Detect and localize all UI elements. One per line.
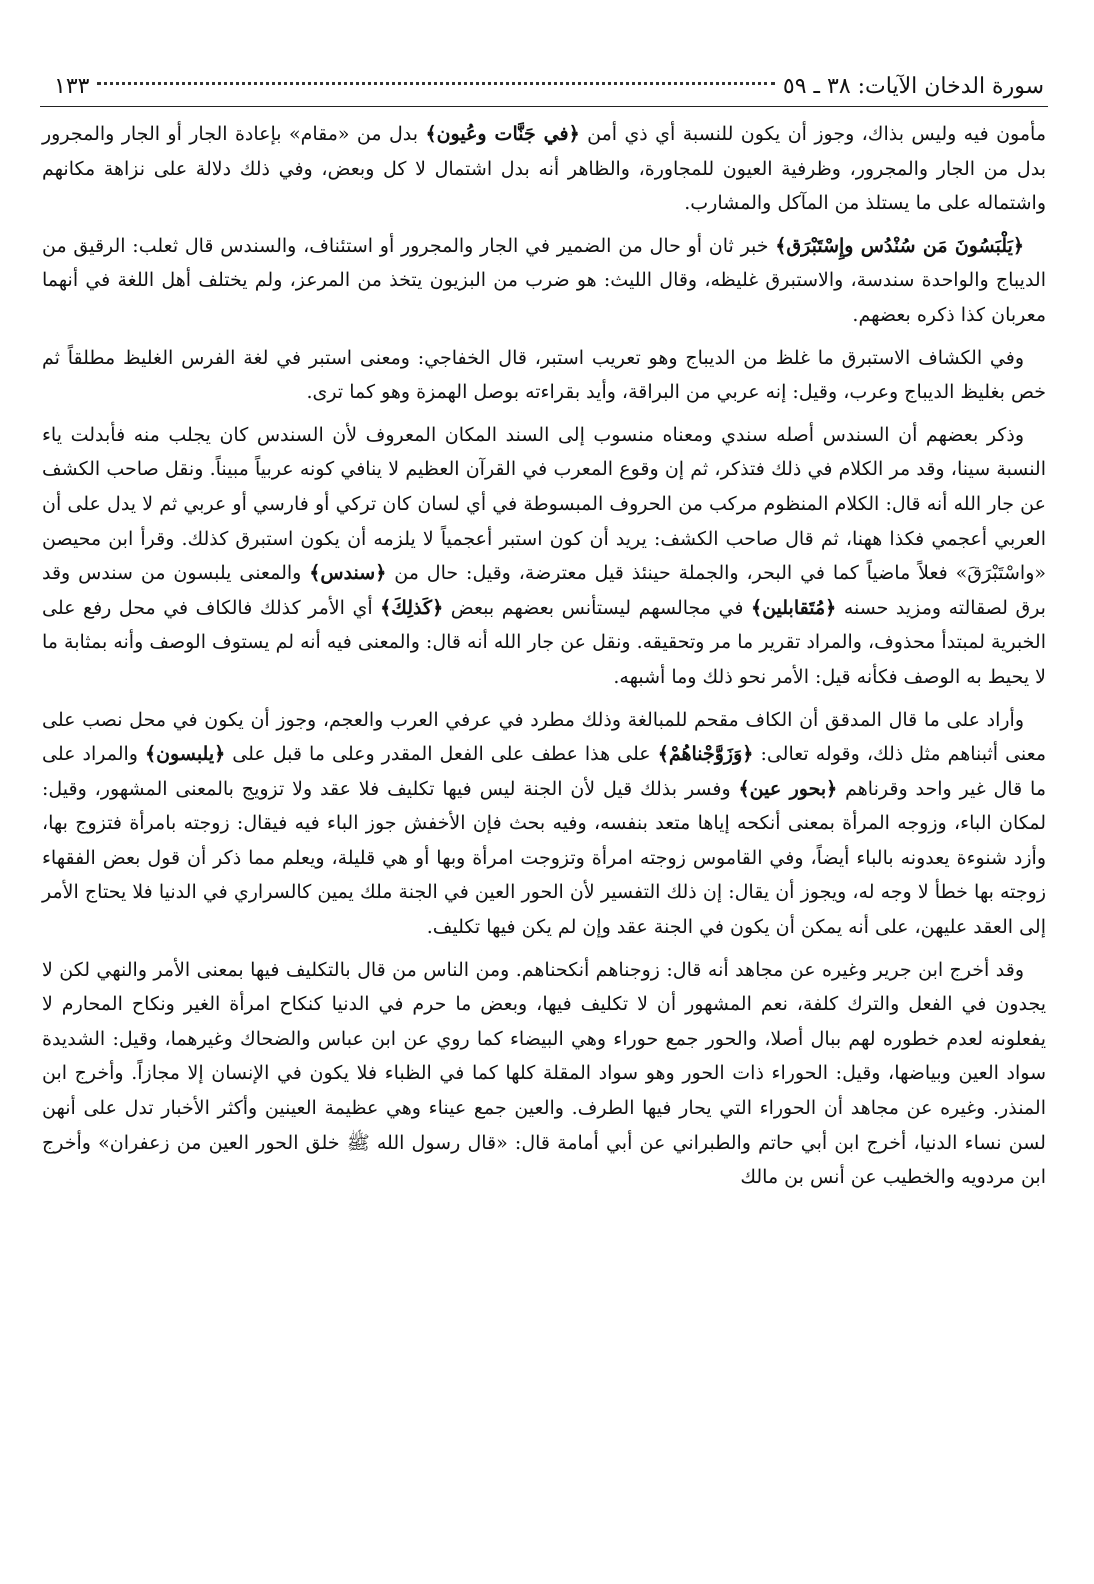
quran-quote: ﴿بحور عين﴾: [738, 777, 838, 800]
text-run: على هذا عطف على الفعل المقدر وعلى ما قبل على: [225, 743, 658, 766]
quran-quote: ﴿سندس﴾: [309, 562, 387, 585]
text-run: خبر ثان أو حال من الضمير في الجار والمجرور أو استئناف، والسندس قال ثعلب: الرقيق من الديباج والواحدة سندسة، والاستبرق غليظه، وقال الليث: هو ضرب من البزيون يتخذ من المرعز، ولم يختلف أهل اللغة في أنهما معربان كذا ذكره بعضهم.: [42, 234, 1046, 326]
paragraph: [42, 341, 1046, 410]
text-run: وذكر بعضهم أن السندس أصله سندي ومعناه منسوب إلى السند المكان المعروف لأن السندس كان يجلب منه فأبدلت ياء النسبة سينا، وقد مر الكلام في ذلك فتذكر، ثم إن وقوع المعرب في القرآن العظيم لا ينافي كونه عربياً مبيناً. ونقل صاحب الكشف عن جار الله أنه قال: الكلام المنظوم مركب من الحروف المبسوطة في أي لسان كان تركي أو فارسي أو عربي ثم لا يدل على أن العربي أعجمي فكذا ههنا، ثم قال صاحب الكشف: يريد أن كون استبر أعجمياً لا يلزمه أن يكون استبرق كذلك. وقرأ ابن محيصن «واسْتَبْرَقَ» فعلاً ماضياً كما في البحر، والجملة حينئذ قيل معترضة، وقيل: حال من: [42, 423, 1046, 585]
text-run: مأمون فيه وليس بذاك، وجوز أن يكون للنسبة أي ذي أمن: [579, 123, 1046, 145]
salawat-glyph: ﷺ: [346, 1131, 370, 1154]
paragraph: [42, 703, 1046, 945]
dotted-leader: [97, 82, 774, 85]
quran-quote: ﴿مُتَقابلين﴾: [750, 596, 837, 619]
text-run: وفي الكشاف الاستبرق ما غلظ من الديباج وهو تعريب استبر، قال الخفاجي: ومعنى استبر في لغة الفرس الغليظ مطلقاً ثم خص بغليظ الديباج وعرب، وقيل: إنه عربي من البراقة، وأيد بقراءته بوصل الهمزة وهو كما ترى.: [42, 346, 1046, 404]
text-run: في مجالسهم ليستأنس بعضهم ببعض: [443, 596, 751, 619]
body-text: [40, 117, 1048, 1195]
page-number: ١٣٣: [54, 74, 90, 99]
text-run: والمعنى يلبسون من سندس وقد برق لصقالته ومزيد حسنه: [42, 562, 1046, 619]
text-run: خلق الحور العين من زعفران» وأخرج ابن مردويه والخطيب عن أنس بن مالك: [42, 1131, 1046, 1189]
running-title: سورة الدخان الآيات: ٣٨ ـ ٥٩: [782, 74, 1044, 99]
page-header: [40, 70, 1048, 107]
text-run: والمراد على ما قال غير واحد وقرناهم: [42, 743, 1046, 800]
paragraph: [42, 229, 1046, 333]
quran-quote: ﴿وَزَوَّجْناهُمْ﴾: [657, 743, 754, 766]
text-run: وقد أخرج ابن جرير وغيره عن مجاهد أنه قال: زوجناهم أنكحناهم. ومن الناس من قال بالتكليف فيها بمعنى الأمر والنهي لكن لا يجدون في الفعل والترك كلفة، نعم المشهور أن لا تكليف فيها، وبعض ما حرم في الدنيا كنكاح امرأة الغير ونكاح المحارم لا يفعلونه لعدم خطوره لهم ببال أصلا، والحور جمع حوراء وهي البيضاء كما روي عن ابن عباس والضحاك وغيرهما، وقيل: الشديدة سواد العين وبياضها، وقيل: الحوراء ذات الحور وهو سواد المقلة كلها كما في الظباء فلا يكون في الإنسان إلا مجازاً. وأخرج ابن المنذر. وغيره عن مجاهد أن الحوراء التي يحار فيها الطرف. والعين جمع عيناء وهي عظيمة العينين وأكثر الأخبار تدل على أنهن لسن نساء الدنيا، أخرج ابن أبي حاتم والطبراني عن أبي أمامة قال: «قال رسول الله: [42, 958, 1046, 1154]
quran-quote: ﴿يلبسون﴾: [144, 743, 226, 766]
quran-quote: ﴿يَلْبَسُونَ مَن سُنْدُس وإِسْتَبْرَق﴾: [775, 234, 1024, 257]
text-run: وفسر بذلك قيل لأن الجنة ليس فيها تكليف فلا عقد ولا تزويج بالمعنى المشهور، وقيل: لمكان الباء، وزوجه المرأة بمعنى أنكحه إياها متعد بنفسه، وفيه بحث فإن الأخفش جوز الباء فيه فيقال: زوجته بامرأة فتزوج بها، وأزد شنوءة يعدونه بالباء أيضاً، وفي القاموس زوجته امرأة وتزوجت امرأة وبها أو هي قليلة، ويعلم مما ذكر أن قول بعض الفقهاء زوجته بها خطأ لا وجه له، ويجوز أن يقال: إن ذلك التفسير لأن الحور العين في الجنة ملك يمين كالسراري في الدنيا فلا يحتاج الأمر إلى العقد عليهن، على أنه يمكن أن يكون في الجنة عقد وإن لم يكن فيها تكليف.: [42, 777, 1046, 939]
text-run: بدل من «مقام» بإعادة الجار أو الجار والمجرور بدل من الجار والمجرور، وظرفية العيون للمجاورة، والظاهر أنه بدل اشتمال لا كل وبعض، وفي ذلك دلالة على نزاهة مكانهم واشتماله على ما يستلذ من المآكل والمشارب.: [42, 123, 1046, 215]
text-run: أي الأمر كذلك فالكاف في محل رفع على الخبرية لمبتدأ محذوف، والمراد تقرير ما مر وتحقيقه. ونقل عن جار الله أنه قال: والمعنى فيه أنه لم يستوف الوصف وأنه بمثابة ما لا يحيط به الوصف فكأنه قيل: الأمر نحو ذلك وما أشبهه.: [42, 596, 1046, 688]
quran-quote: ﴿كَذلِكَ﴾: [380, 596, 444, 619]
paragraph: [42, 953, 1046, 1195]
text-run: وأراد على ما قال المدقق أن الكاف مقحم للمبالغة وذلك مطرد في عرفي العرب والعجم، وجوز أن يكون في محل نصب على معنى أثبناهم مثل ذلك، وقوله تعالى:: [42, 708, 1046, 766]
page: [40, 70, 1048, 1203]
paragraph: [42, 117, 1046, 221]
paragraph: [42, 418, 1046, 695]
quran-quote: ﴿في جَنَّات وعُيون﴾: [425, 123, 580, 145]
